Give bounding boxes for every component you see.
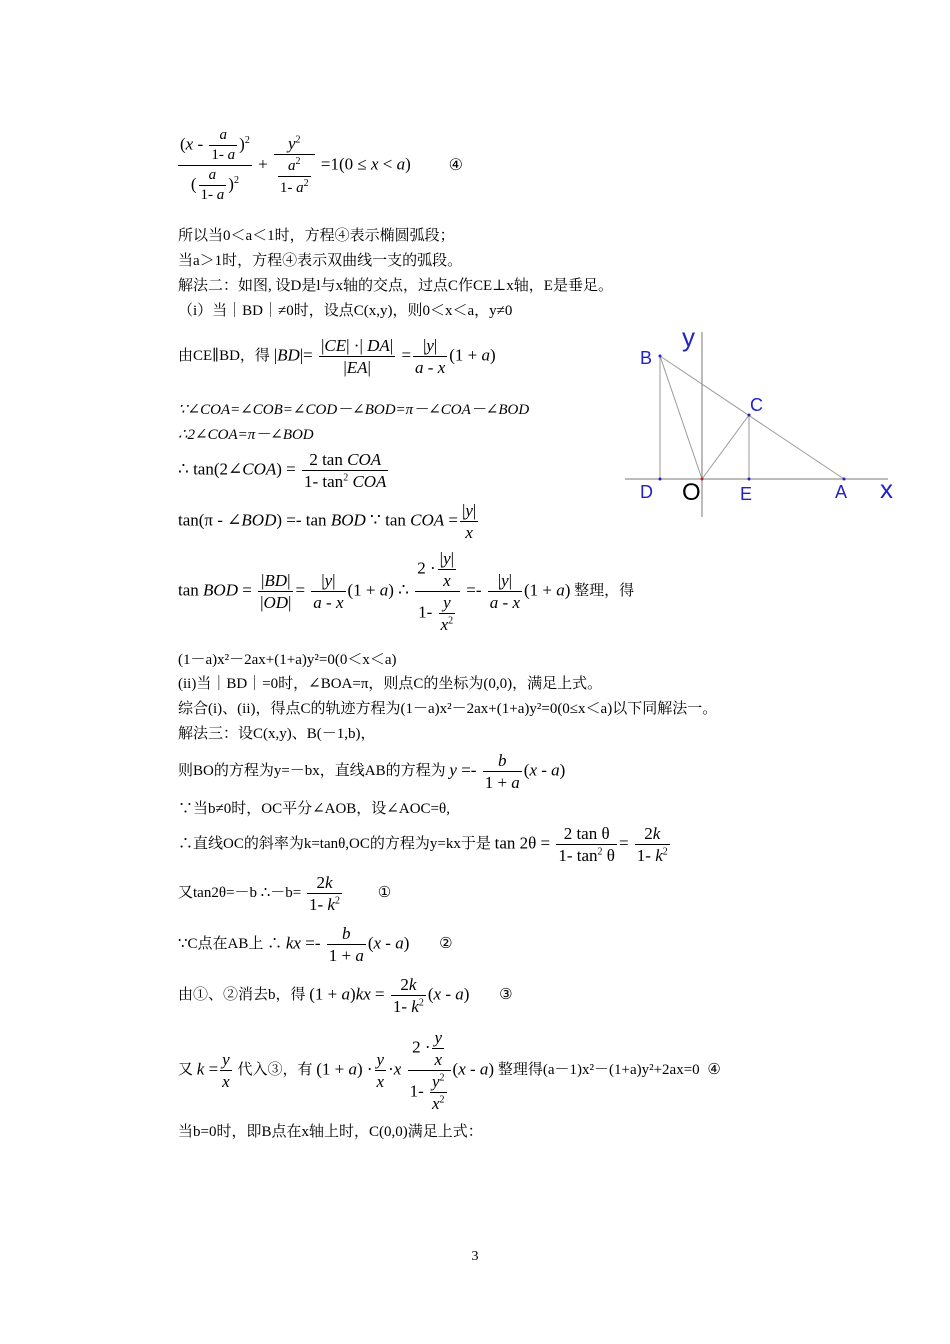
equation-tan-bod: tan(π - ∠BOD) =- tan BOD ∵ tan COA = $\frac{|y|}{x}$ [178, 501, 477, 542]
label-y: y [682, 322, 695, 352]
text-simplify: 整理，得 [574, 583, 635, 599]
text-bisector: ∵当b≠0时，OC平分∠AOB，设∠AOC=θ, [178, 801, 450, 817]
text-oc-prefix: ∴直线OC的斜率为k=tanθ,OC的方程为y=kx于是 [178, 836, 491, 852]
label-e: E [740, 484, 753, 504]
point-o [701, 478, 704, 481]
text-eq4-suffix: 整理得(a－1)x²－(1+a)y²+2ax=0 [497, 1062, 700, 1078]
point-d [659, 478, 662, 481]
geometry-figure [620, 322, 910, 522]
label-a: A [835, 482, 848, 502]
equation-2: ∵C点在AB上 ∴ kx =- $\frac{b}{1 + a}$ (x - a) ② [178, 924, 453, 965]
equation-tan-theta: ∴直线OC的斜率为k=tanθ,OC的方程为y=kx于是 tan 2θ = $\frac{\text{2 tan θ}}{1- \tan^2 \theta}$ = $\frac{2k}{1- k^2}$ [178, 824, 668, 865]
marker-3: ③ [499, 987, 513, 1003]
text-eq2-prefix: ∵C点在AB上 ∴ [178, 936, 283, 952]
text-b-zero: 当b=0时，即B点在x轴上时，C(0,0)满足上式： [178, 1124, 483, 1140]
marker-2: ② [439, 936, 453, 952]
marker-4b: ④ [707, 1062, 721, 1078]
label-d: D [640, 482, 653, 502]
text-summary: 综合(i)、(ii)，得点C的轨迹方程为(1－a)x²－2ax+(1+a)y²=0(0≤x＜a)以下同解法一。 [178, 701, 718, 717]
point-a [843, 478, 846, 481]
text-method-two: 解法二：如图, 设D是l与x轴的交点，过点C作CE⊥x轴，E是垂足。 [178, 278, 613, 294]
text-eq3-prefix: 由①、②消去b，得 [178, 987, 306, 1003]
equation-tan-double: ∴ tan(2∠COA) = $\frac{\text{2 tan COA}}{1- \tan^2 COA}$ [178, 450, 387, 491]
line-oc [702, 415, 749, 479]
line-ba [660, 356, 844, 479]
text-case-two: (ii)当｜BD｜=0时，∠BOA=π，则点C的坐标为(0,0)，满足上式。 [178, 676, 603, 692]
label-b: B [640, 348, 653, 368]
marker-1: ① [377, 885, 392, 901]
equation-3: 由①、②消去b，得 (1 + a)kx = $\frac{2k}{1- k^2}$ (x - a) ③ [178, 975, 513, 1016]
text-method-three: 解法三：设C(x,y)、B(－1,b)， [178, 726, 376, 742]
text-angle-relation: ∵∠COA=∠COB=∠COD－∠BOD=π－∠COA－∠BOD [178, 402, 530, 418]
point-e [748, 478, 751, 481]
text-angle-double: ∴2∠COA=π－∠BOD [178, 427, 314, 443]
text-line-hyperbola: 当a＞1时，方程④表示双曲线一支的弧段。 [178, 253, 463, 269]
text-eq4-mid: 代入③，有 [237, 1062, 313, 1078]
text-bd-prefix: 由CE∥BD，得 [178, 348, 270, 364]
text-line-ellipse: 所以当0＜a＜1时，方程④表示椭圆弧段； [178, 228, 455, 244]
label-o: O [682, 479, 701, 506]
point-b [659, 355, 662, 358]
text-eq4-prefix: 又 [178, 1062, 194, 1078]
equation-bd: 由CE∥BD，得 |BD|= $\frac{|CE| \cdot| DA|}{|EA|}$ = $\frac{|y|}{a - x}$ (1 + a) [178, 336, 496, 377]
page-number: 3 [471, 1249, 479, 1264]
text-ab-prefix: 则BO的方程为y=－bx，直线AB的方程为 [178, 763, 446, 779]
equation-4-top: (x - $\frac{a}{1- a}$ )$^2$ ( $\frac{a}{1- a}$ )$^2$ + $\frac{y^2}{\frac{a^2}{1- a^2}}$ =1(0 ≤ x < a) ④ [180, 127, 463, 203]
label-x: x [880, 474, 893, 504]
equation-4-final: 又 k = $\frac{y}{x}$ 代入③，有 (1 + a) · $\frac{y}{x}$ ·x 2 · $\frac{y}{x}$ 1- $\frac{y^2}{x^2}$ (x - a) 整理得(a－1)x²－(1+a)y²+2ax=0 ④ [178, 1028, 721, 1113]
equation-tan-combined: tan BOD = $\frac{|BD|}{|OD|}$ = $\frac{|y|}{a - x}$ (1 + a) ∴ 2 · $\frac{|y|}{x}$ 1- $\frac{y}{x^2}$ =- $\frac{|y|}{a - x}$ (1 + a) 整理，得 [178, 549, 635, 634]
line-bo [660, 356, 702, 479]
equation-1: 又tan2θ=－b ∴－b= $\frac{2k}{1- k^2}$ ① [178, 873, 392, 914]
marker-4: ④ [448, 156, 463, 174]
text-case-one: （i）当｜BD｜≠0时，设点C(x,y)，则0＜x＜a，y≠0 [178, 303, 513, 319]
label-c: C [750, 395, 763, 415]
equation-locus-1: (1－a)x²－2ax+(1+a)y²=0(0＜x＜a) [178, 652, 397, 668]
equation-line-ab: 则BO的方程为y=－bx，直线AB的方程为 y =- $\frac{b}{1 + a}$ (x - a) [178, 751, 566, 792]
because-symbol: ∵ [370, 510, 381, 530]
text-eq1-prefix: 又tan2θ=－b ∴－b= [178, 885, 302, 901]
